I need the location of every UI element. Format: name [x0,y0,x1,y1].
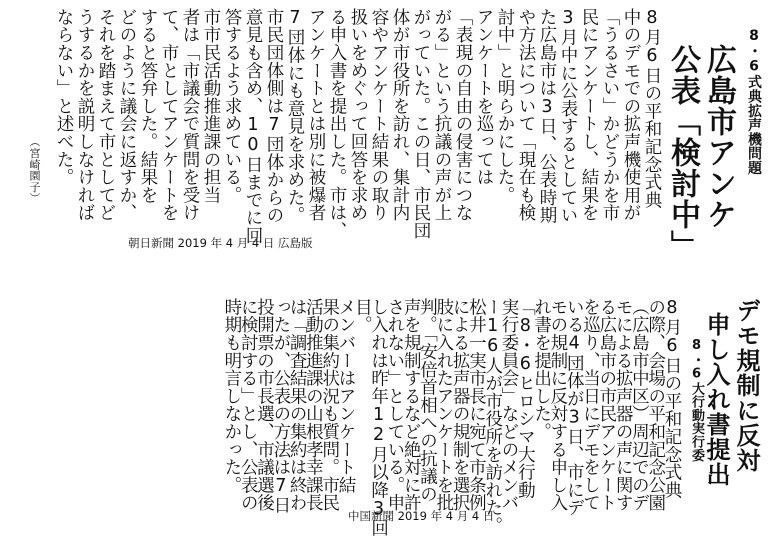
asahi-body-line: アンケートを巡っては [474,8,494,186]
asahi-body-line: 容やアンケート結果の取り [369,8,389,222]
asahi-body-line: 民にアンケートし、結果を [579,8,599,222]
chugoku-body-line: は「調査結果の集約は終わ [287,298,308,512]
chugoku-body-line: に検討する」とし、公表の [238,298,259,512]
chugoku-body-line: 松井一実市長に宛て市条例 [466,298,487,512]
asahi-caption: 朝日新聞 2019 年 4 月 4 日 広島版 [128,236,313,250]
asahi-byline: （宮崎園子） [28,136,41,204]
chugoku-headline-line-2: 申し入れ書提出 [702,312,730,487]
chugoku-body-line: の際、会場の平和記念公園 [645,298,666,512]
asahi-body-line: 討中」と明らかにした。 [495,8,515,204]
asahi-body-line: 8月6日の平和記念式典 [642,8,662,209]
chugoku-body-line: ったが、公表の方法は7日 [270,298,291,515]
asahi-body-line: ならない」と述べた。 [54,8,74,186]
chugoku-body-line: （広島市中区）周辺でのデ [629,298,650,512]
chugoku-body-line: メンバーはアンケート結 [336,298,356,494]
chugoku-body-line: 投開票の市長選、市議選後 [254,298,275,512]
chugoku-body-line: 判。「安倍首相への抗議の [417,298,438,503]
asahi-body-line: 「表現の自由の侵害につな [453,8,473,222]
chugoku-body-line: 実行委員会」などのメンバ [499,298,519,512]
chugoku-body-line: による拡声器の規制を選択 [450,298,471,512]
chugoku-body-line: 「8・6ヒロシマ大行動 [515,298,536,499]
asahi-headline-line-1: 広島市アンケ [701,44,736,230]
asahi-body-line: 扱いをめぐって回答を求め [348,8,368,222]
asahi-body-line: 答するよう求めている。 [222,8,242,204]
chugoku-body-line: 肢に入れたアンケートを批 [433,298,454,512]
asahi-body-line: 「うるさい」かどうかを市 [600,8,620,222]
chugoku-body-line: ー16人が市役所を訪れた。 [482,298,503,535]
asahi-body-line: アンケートとは別に被爆者 [306,8,326,222]
asahi-body-line: て、市としてアンケートを [159,8,179,222]
asahi-body-line: 体が市役所を訪れ、集計内 [390,8,410,222]
asahi-body-line: や方法について「現在も検 [516,8,536,222]
chugoku-body-line: れ書を提出した。 [531,298,552,441]
asahi-body-line: それを踏まえて市としてど [96,8,116,222]
chugoku-body-line: 時期も明言しなかった。 [221,298,242,494]
asahi-body-line: る申入書を提出した。市は、 [327,8,347,240]
chugoku-body-line: を巡り、当日にデモをして [580,298,601,512]
asahi-headline-line-2: 公表「検討中」 [665,44,700,261]
asahi-body-line: 中のデモでの拡声機使用が [621,8,641,222]
asahi-body-line: がっていた。この日、市民団 [411,8,431,240]
chugoku-body-line: 目。 [352,298,373,334]
asahi-body-line: た広島市は3日、公表時期 [537,8,557,225]
chugoku-body-line: モによる拡声器の声に関す [613,298,634,512]
asahi-body-line: 7団体にも意見を求めた。 [285,8,305,225]
chugoku-body-line: モの規制に反対する申し入 [547,298,568,512]
chugoku-headline-line-1: デモ規制に反対 [732,298,760,473]
chugoku-caption: 中国新聞 2019 年 4 月 4 日 [348,509,495,523]
asahi-body-line: 市民団体側は7団体からの [264,8,284,225]
chugoku-body-line: し入れは昨年12月以降3回 [368,298,389,537]
asahi-body-line: 者は「市議会で質問を受け [180,8,200,222]
asahi-body-line: 3月中に公表するとしてい [558,8,578,225]
chugoku-body-line: 果の集約状況も質問。市民 [319,298,340,512]
asahi-body-line: すると答弁した。結果を [138,8,158,204]
asahi-body-line: 意見も含め、10日までに回 [243,8,263,245]
asahi-body-line: うするかを説明しなければ [75,8,95,222]
asahi-subtitle: 8・6式典拡声機問題 [746,28,762,175]
chugoku-body-line: 活動推進課の山根孝幸課長 [303,298,324,512]
asahi-body-line: がる」という抗議の声が上 [432,8,452,222]
asahi-body-line: どのように議会に返すか、 [117,8,137,222]
chugoku-body-line: されない」としている。申 [384,298,405,512]
chugoku-body-line: いる4団体が3日、市にデ [564,298,585,517]
chugoku-body-line: る広島市の市民アンケート [596,298,617,512]
chugoku-subtitle: 8・6大行動実行委 [689,338,704,462]
chugoku-body-line: 声を規制するなど絶対に許 [401,298,422,512]
asahi-body-line: 市市民活動推進課の担当 [201,8,221,204]
chugoku-body-line: 8月6日の平和記念式典 [662,298,682,499]
